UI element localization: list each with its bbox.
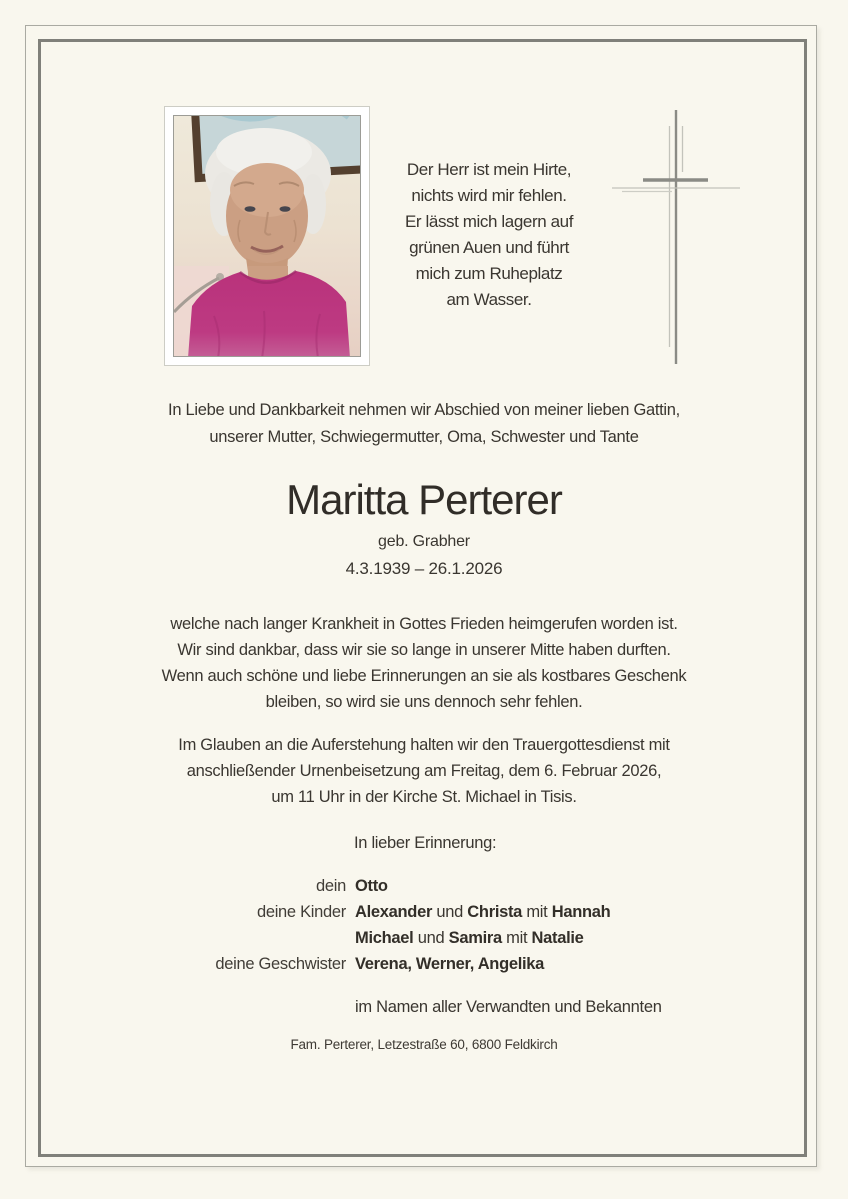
psalm-line: am Wasser. [446,290,532,309]
mourner-row [0,899,848,925]
maiden-name: geb. Grabher [378,533,470,550]
connector-text: mit [501,929,532,947]
psalm-line: Der Herr ist mein Hirte, [406,160,572,179]
paragraph-line: welche nach langer Krankheit in Gottes Frieden heimgerufen worden ist. [170,615,678,633]
family-address: Fam. Perterer, Letzestraße 60, 6800 Feldkirch [290,1037,558,1052]
intro-line: unserer Mutter, Schwiegermutter, Oma, Schwester und Tante [209,428,639,446]
mourner-name: Samira [448,929,502,947]
mourner-relation-label [0,925,346,951]
portrait-photo [173,115,361,357]
psalm-line: nichts wird mir fehlen. [411,186,567,205]
mourner-names [355,873,388,899]
mourner-names [355,925,584,951]
mourner-relation-label: deine Geschwister [215,955,346,973]
psalm-verse [380,157,598,313]
mourner-names [355,951,544,977]
mourner-row [0,873,848,899]
intro-line: In Liebe und Dankbarkeit nehmen wir Abschied von meiner lieben Gattin, [168,401,680,419]
mourner-name: Michael [355,929,414,947]
mourner-name: Natalie [531,929,584,947]
psalm-line: Er lässt mich lagern auf [404,212,574,231]
mourner-row [0,951,848,977]
psalm-line: grünen Auen und führt [409,238,569,257]
connector-text: und [432,903,468,921]
connector-text: und [413,929,449,947]
portrait-photo-frame [164,106,370,366]
paragraph-line: Im Glauben an die Auferstehung halten wir den Trauergottesdienst mit [178,736,670,754]
psalm-line: mich zum Ruheplatz [415,264,563,283]
mourner-name: Verena, Werner, Angelika [355,955,545,973]
portrait-photo-graphic [174,116,361,357]
connector-text: mit [522,903,552,921]
paragraph-line: anschließender Urnenbeisetzung am Freitag, dem 6. Februar 2026, [186,762,662,780]
remembrance-heading: In lieber Erinnerung: [354,834,497,852]
obituary-paragraph-1 [0,611,848,715]
mourner-names [355,899,610,925]
mourner-name: Otto [355,877,388,895]
mourner-name: Alexander [355,903,433,921]
life-dates: 4.3.1939 – 26.1.2026 [345,559,503,578]
mourner-relation-label: deine Kinder [256,903,346,921]
mourners-list [0,873,848,977]
mourner-relation-label: dein [316,877,346,895]
mourner-name: Christa [467,903,523,921]
obituary-paragraph-2 [0,732,848,810]
mourner-name: Hannah [551,903,611,921]
paragraph-line: bleiben, so wird sie uns dennoch sehr fehlen. [265,693,583,711]
deceased-name: Maritta Perterer [286,476,562,523]
paragraph-line: Wenn auch schöne und liebe Erinnerungen an sie als kostbares Geschenk [161,667,687,685]
cross-icon [606,104,746,375]
mourner-row [0,925,848,951]
paragraph-line: Wir sind dankbar, dass wir sie so lange in unserer Mitte haben durften. [177,641,671,659]
remembrance-closing: im Namen aller Verwandten und Bekannten [355,998,662,1016]
farewell-intro [0,397,848,451]
paragraph-line: um 11 Uhr in der Kirche St. Michael in Tisis. [271,788,577,806]
